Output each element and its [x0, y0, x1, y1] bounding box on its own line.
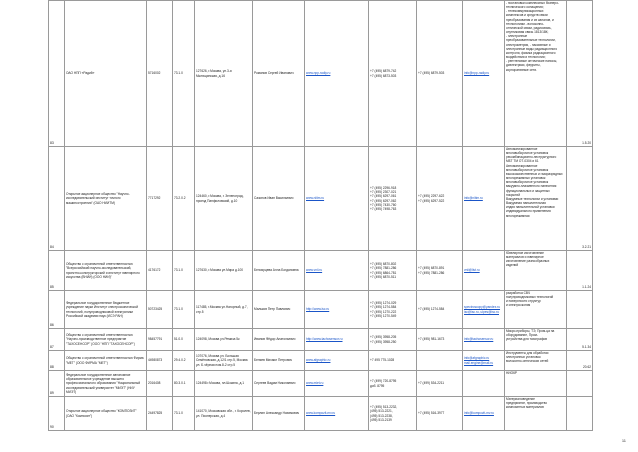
text-line: +7 (495) 1274-029	[370, 301, 397, 306]
website-link[interactable]: www.miet.ru	[305, 371, 369, 397]
activity-code: 73.1.0	[173, 1, 195, 147]
address: 127630, г.Москва ул.Мира д.100	[195, 251, 253, 291]
organization-name: Открытое акционерное общество "КОМПОЗИТ" (ОАО "Композит")	[65, 397, 147, 431]
text-line: +7 (495) 7881-286	[370, 266, 397, 271]
website-link[interactable]: http://www.tachosensor.ru	[305, 329, 369, 351]
text-line: многовыборочное установок	[506, 151, 549, 156]
phone-list	[369, 251, 417, 291]
text-line: +7 (495) 7498-763	[370, 206, 397, 211]
address: 117485, г.Москва ул.Нагорный, д.7, стр.5	[195, 291, 253, 329]
activity-description	[505, 1, 567, 147]
text-line: +7 (495) 3958-250	[370, 339, 397, 344]
website-link[interactable]: www.kompozit-mv.ru	[305, 397, 369, 431]
text-line: +7 (495) 1270-549	[370, 313, 397, 318]
email-link[interactable]: info@niitm.ru	[463, 147, 505, 251]
text-line: покрытий	[506, 192, 520, 197]
text-line: (495) 513-2238,	[370, 413, 393, 418]
row-number: 88	[49, 351, 65, 371]
activity-description	[505, 291, 567, 329]
registration-number: 7717292	[147, 147, 173, 251]
text-line: многовыборочное установок	[506, 180, 549, 185]
page-number: 11	[621, 438, 626, 443]
text-line: и спектроскопия	[506, 303, 531, 308]
text-line: - электронные	[506, 34, 528, 39]
text-line: изготовление разнообразных	[506, 259, 550, 264]
text-line: рекомбинационно-пеструктурного	[506, 155, 557, 160]
text-line: Автоматизированное	[506, 147, 538, 151]
section-code: 20.62	[567, 351, 593, 371]
registration-number: 50723425	[147, 291, 173, 329]
activity-description	[505, 147, 567, 251]
section-code: 1.1.24	[567, 251, 593, 291]
text-line: изделий	[506, 263, 519, 268]
address: 107076, Москва ул. Большая Семёновская, д.12/1 стр.5, Москва ул. Б.чёрная пом.8-2 стр.5	[195, 351, 253, 371]
text-line: +7 495 775-1028	[370, 358, 395, 363]
activity-description	[505, 397, 567, 431]
row-number: 89	[49, 371, 65, 397]
director-name: Сазонов Иван Васильевич	[253, 147, 305, 251]
row-number: 86	[49, 291, 65, 329]
activity-code: 29.4.0.2	[173, 351, 195, 371]
activity-description	[505, 371, 567, 397]
organization-name: Общество с ограниченной ответственностью "Научно-производственное предприятие "ТАХОСЕНСОР" (ООО "НПП "ТАХОСЕНСОР")	[65, 329, 147, 351]
section-code	[567, 291, 593, 329]
text-line: Ювелирное изготовление	[506, 251, 544, 255]
row-number: 83	[49, 1, 65, 147]
director-name: Берлин Александр Нахимович	[253, 397, 305, 431]
fax-number: +7 (495) 6870-891 +7 (495) 7881-286	[417, 251, 463, 291]
table-row	[49, 291, 593, 329]
director-name: Иванов Фёдор Анатольевич	[253, 329, 305, 351]
phone-list	[369, 371, 417, 397]
registration-number: 4176172	[147, 251, 173, 291]
activity-code: 80.3.0.1	[173, 371, 195, 397]
text-line: (495) 513-2221,	[370, 409, 393, 414]
text-line: Автоматизированное	[506, 163, 538, 168]
text-line: устройства для тахографов	[506, 337, 547, 342]
text-line: Вакуумные технологии и установки	[506, 196, 559, 201]
data-table	[48, 0, 593, 431]
activity-description	[505, 251, 567, 291]
row-number: 87	[49, 329, 65, 351]
phone-list	[369, 291, 417, 329]
section-code	[567, 397, 593, 431]
organization-name: Федеральное государственное автономное образовательное учреждение высшего профессионального образования "Национальный исследовательский университет "МИЭТ" (НИУ МИЭТ)	[65, 371, 147, 397]
text-line: преобразования и их каналов, и	[506, 17, 554, 22]
text-line: +7 (495) 6870-511	[370, 274, 397, 279]
director-name: Романов Сергей Иванович	[253, 1, 305, 147]
text-line: +7 (495) 3958-205	[370, 335, 397, 340]
fax-number: +7 (495) 6879-503	[417, 1, 463, 147]
fax-number: +7 (495) 516-3977	[417, 397, 463, 431]
activity-code: 73.1.0	[173, 251, 195, 291]
text-line: +7 (495) 6297-061	[370, 194, 397, 199]
text-line: - телекоммуникационных	[506, 9, 544, 14]
fax-number	[417, 351, 463, 371]
text-line: корпоративные сети.	[506, 67, 537, 72]
text-line: материалов и ювелирное	[506, 255, 544, 260]
phone-list	[369, 1, 417, 147]
fax-number: +7 (495) 1274-584	[417, 291, 463, 329]
text-line: разработка СВЧ	[506, 291, 531, 295]
website-link[interactable]: www.afgraphic.ru	[305, 351, 369, 371]
text-line: волоконно-оптических сетей	[506, 359, 549, 364]
activity-description	[505, 329, 567, 351]
table-row	[49, 329, 593, 351]
director-name: Белоярцева Алла Богдановна	[253, 251, 305, 291]
activity-description	[505, 351, 567, 371]
text-line: +7 (495) 6873-503	[370, 73, 397, 78]
email-link[interactable]: vnii@list.ru	[463, 251, 505, 291]
table-row	[49, 397, 593, 431]
text-line: Материаловедение	[506, 397, 535, 401]
text-line: +7 (495) 1274-584	[370, 305, 397, 310]
text-line: технического оснащения;	[506, 5, 544, 10]
row-number: 85	[49, 251, 65, 291]
email-link[interactable]: info@tachosensor.ru	[463, 329, 505, 351]
address: 124098, Москва ул.Ремиза 5к	[195, 329, 253, 351]
organization-name: Общество с ограниченной ответственностью "Всероссийский научно-исследовательский, проектно-конструкторский и институт ювелирного искусства (ВНИИ) (ООО НИИ)"	[65, 251, 147, 291]
registration-number: 5716002	[147, 1, 173, 147]
activity-code: 51.0.0	[173, 329, 195, 351]
text-line: преобразовательные технологии,	[506, 38, 556, 43]
address: 141070, Московская обл., г. Королев, ул. Пионерская, д.4	[195, 397, 253, 431]
address: 124498 г.Москва, пл.Шокина, д.1	[195, 371, 253, 397]
email-link[interactable]: info@afgraphic.ru mail.engine@mail.ru	[463, 351, 505, 371]
website-link[interactable]: www.vnii.ru	[305, 251, 369, 291]
text-line: многорежимная	[506, 213, 530, 218]
text-line: технологиям - волоконно-	[506, 21, 545, 26]
text-line: комплексов и средств связи	[506, 13, 548, 18]
text-line: спутниковая связь 1813/18К;	[506, 30, 549, 35]
section-code: 3.2.21	[567, 147, 593, 251]
text-line: Вакуумная напылительная	[506, 201, 546, 206]
text-line: многовыборочное установок	[506, 167, 549, 172]
text-line: Инструменты для обработки	[506, 351, 549, 355]
row-number: 90	[49, 397, 65, 431]
table-row	[49, 147, 593, 251]
registration-number: 44980873	[147, 351, 173, 371]
text-line: и поверхности структур	[506, 299, 541, 304]
text-line: многорежимных установок	[506, 176, 546, 181]
website-link[interactable]: www.npp-radiy.ru	[305, 1, 369, 147]
text-line: предприятие, производство	[506, 401, 548, 406]
organization-name: Открытое акционерное общество "Научно-исследовательский институт точного машиностроения" (ОАО НИИТМ)	[65, 147, 147, 251]
email-link[interactable]	[463, 371, 505, 397]
text-line: полупроводниковых технологий	[506, 295, 554, 300]
registration-number: 98457791	[147, 329, 173, 351]
text-line: электронные виды радиационного	[506, 46, 558, 51]
text-line: индия напылительной установки	[506, 205, 555, 210]
fax-number: +7 (495) 2297-622 +7 (495) 6297-522	[417, 147, 463, 251]
text-line: доб. 8795	[370, 383, 385, 388]
address: 127626, г.Москва, ул.3-я Мытищинская, д.16	[195, 1, 253, 147]
phone-list	[369, 351, 417, 371]
activity-code: 73.1.0	[173, 291, 195, 329]
text-line: спектрометрия, - пассивные и	[506, 42, 551, 47]
website-link[interactable]: http://www.isc.ru	[305, 291, 369, 329]
section-code	[567, 371, 593, 397]
section-code: 1.5.20	[567, 1, 593, 147]
text-line: высококачественных и газоразрядных	[506, 171, 563, 176]
text-line: +7 (495) 6864-781	[370, 270, 397, 275]
text-line: композитных материалов	[506, 405, 544, 410]
text-line: НИОКР	[506, 371, 518, 375]
email-link[interactable]: info@kompozit-mv.ru	[463, 397, 505, 431]
text-line: +7 (495) 6879-742	[370, 69, 397, 74]
text-line: электронных установок	[506, 355, 541, 360]
text-line: (495) 513-2139	[370, 417, 392, 422]
text-line: +7 (495) 513-2232,	[370, 405, 398, 410]
text-line: МБТ ТМ ОТ-0304 и 61	[506, 159, 539, 164]
organization-name: ОАО НПП «Радий»	[65, 1, 147, 147]
text-line: +7 (499) 720-8795	[370, 379, 397, 384]
registration-number: 2016408	[147, 371, 173, 397]
text-line: оборудование, Пром-	[506, 333, 538, 338]
text-line: +7 (495) 2296-918	[370, 186, 397, 191]
email-link[interactable]: info@npp-radiy.ru	[463, 1, 505, 147]
text-line: оптической связи, радиосвязь,	[506, 25, 552, 30]
director-name: Беляев Михаил Петрович	[253, 351, 305, 371]
fax-number: +7 (495) 981-1673	[417, 329, 463, 351]
text-line: воздействия и технологии;	[506, 55, 546, 60]
activity-code: 73.1.0	[173, 397, 195, 431]
text-line: +7 (495) 7430-760	[370, 202, 397, 207]
text-line: вакуумно-плазменного нанесения	[506, 184, 557, 189]
table-row	[49, 251, 593, 291]
table-row	[49, 1, 593, 147]
text-line: +7 (495) 6297-062	[370, 198, 397, 203]
website-link[interactable]: www.niitm.ru	[305, 147, 369, 251]
email-link[interactable]: spectroscopy@yandex.ru isc@isc.ru, ulpes@isc.ru	[463, 291, 505, 329]
section-code: 5.1.34	[567, 329, 593, 351]
table-row	[49, 351, 593, 371]
text-line: - рентгеновые оптические наносы,	[506, 59, 558, 64]
activity-code: 73.2.0.2	[173, 147, 195, 251]
phone-list	[369, 147, 417, 251]
text-line: функциональных и защитных	[506, 188, 550, 193]
fax-number: +7 (499) 534-2211	[417, 371, 463, 397]
address: 124460, г.Москва, г. Зеленоград, проезд Панфиловский, д.10	[195, 147, 253, 251]
registration-number: 24497825	[147, 397, 173, 431]
text-line: +7 (495) 2307-021	[370, 190, 397, 195]
organization-name: Федеральное государственное бюджетное учреждение науки Институт спектроскопической технологий, полупроводниковой электроники Российской академии наук (ИСЭ РАН)	[65, 291, 147, 329]
row-number: 84	[49, 147, 65, 251]
text-line: - постановки комплексных бизнеро-	[506, 1, 560, 5]
director-name: Сергеев Вадим Николаевич	[253, 371, 305, 397]
text-line: +7 (495) 1270-222	[370, 309, 397, 314]
phone-list	[369, 397, 417, 431]
text-line: диэлектрики, ферриты,	[506, 63, 541, 68]
text-line: индивидуального применения	[506, 209, 551, 214]
text-line: контроля, физика радиационного	[506, 50, 556, 55]
organization-name: Общество с ограниченной ответственностью Фирма "МЕТ" (ООО ФИРМА "МЕТ")	[65, 351, 147, 371]
director-name: Мальков Петр Павлович	[253, 291, 305, 329]
table-row	[49, 371, 593, 397]
phone-list	[369, 329, 417, 351]
text-line: +7 (495) 6870-802	[370, 262, 397, 267]
text-line: Микро-приборы, ТЭ, Пром-ца на	[506, 329, 555, 333]
